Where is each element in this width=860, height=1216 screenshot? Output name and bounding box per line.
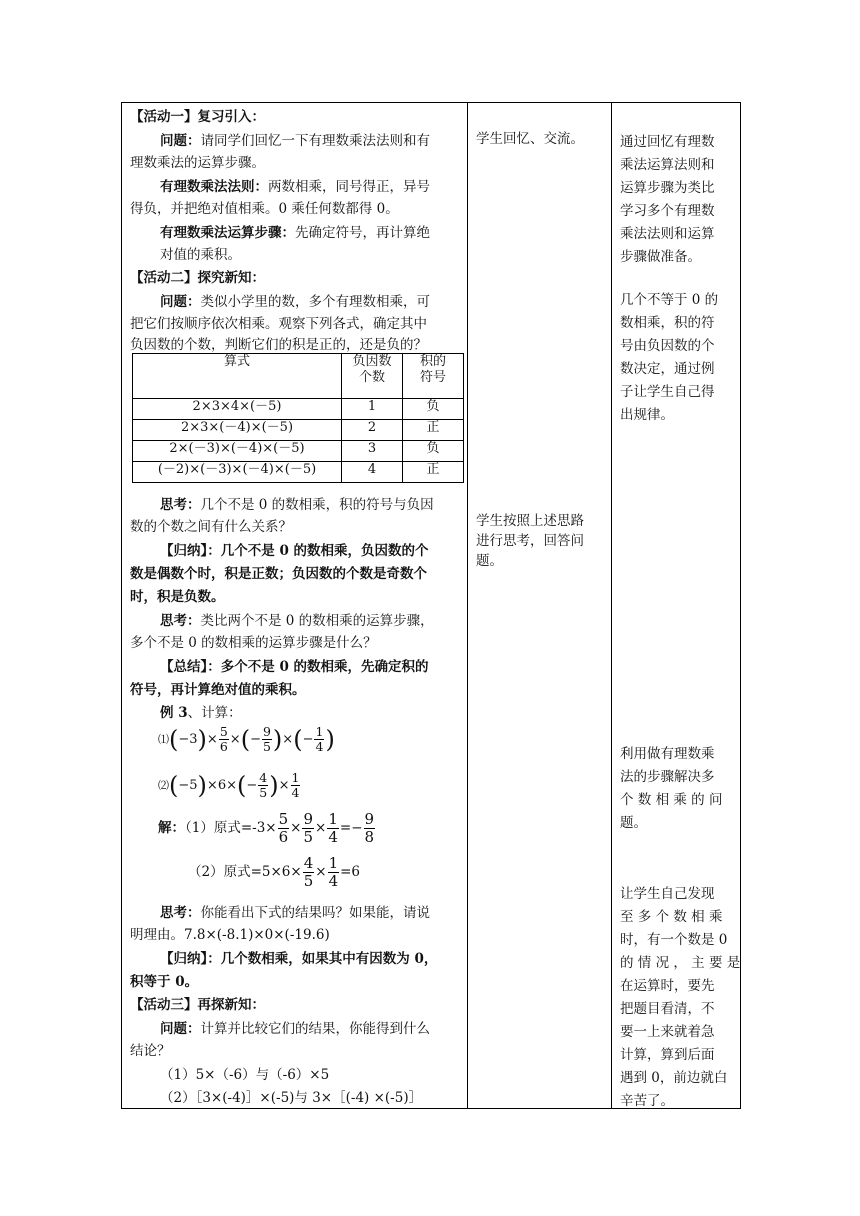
table-row: 2×3×4×(－5) 1 负 xyxy=(133,399,464,420)
activity1-steps: 有理数乘法运算步骤：先确定符号，再计算绝 xyxy=(160,225,430,241)
intent-line: 数相乘，积的符 xyxy=(620,315,715,331)
intent-line: 把题目看清，不 xyxy=(620,1001,715,1017)
think1-cont: 数的个数之间有什么关系？ xyxy=(130,519,292,535)
activity3-question: 问题：计算并比较它们的结果，你能得到什么 xyxy=(160,1021,430,1037)
example3-expr2: ⑵(−5)×6×(− $\frac{4}{5}$ )× $\frac{1}{4}$ xyxy=(158,770,300,800)
intent-line: 运算步骤为类比 xyxy=(620,180,715,196)
intent-line: 让学生自己发现 xyxy=(620,886,715,902)
student-text1: 学生回忆、交流。 xyxy=(476,131,584,147)
intent-line: 子让学生自己得 xyxy=(620,384,715,400)
lesson-plan-table xyxy=(121,102,741,1109)
intent-line: 在运算时，要先 xyxy=(620,978,715,994)
student-text2-cont2: 题。 xyxy=(476,553,503,569)
conclude1: 【归纳】：几个不是 0 的数相乘，负因数的个 xyxy=(160,543,429,559)
conclude1-cont2: 时，积是负数。 xyxy=(130,589,225,605)
sign-table-header-count: 负因数 个数 xyxy=(342,354,403,399)
intent-paragraph-1 xyxy=(620,131,715,269)
think3-cont: 明理由。7.8×(-8.1)×0×(-19.6) xyxy=(130,927,330,943)
example3-expr1: ⑴(−3)× $\frac{5}{6}$ ×(− $\frac{9}{5}$ )×(− $\frac{1}{4}$ ) xyxy=(158,724,335,754)
activity3-heading: 【活动三】再探新知： xyxy=(130,997,265,1013)
intent-line: 乘法运算法则和 xyxy=(620,157,715,173)
think3: 思考：你能看出下式的结果吗？如果能，请说 xyxy=(160,905,430,921)
intent-line: 通过回忆有理数 xyxy=(620,134,715,150)
intent-line: 学习多个有理数 xyxy=(620,203,715,219)
intent-paragraph-4 xyxy=(620,883,740,1113)
activity2-question-cont: 把它们按顺序依次相乘。观察下列各式，确定其中 xyxy=(130,316,427,332)
activity1-question: 问题：请同学们回忆一下有理数乘法法则和有 xyxy=(160,133,430,149)
sign-table xyxy=(132,353,464,483)
solution1: 解：（1）原式=-3× $\frac{5}{6}$ × $\frac{9}{5}$ × $\frac{1}{4}$ =− $\frac{9}{8}$ xyxy=(158,810,375,846)
activity2-question: 问题：类似小学里的数，多个有理数相乘，可 xyxy=(160,294,430,310)
student-text2-cont: 进行思考，回答问 xyxy=(476,533,584,549)
activity1-steps-cont: 对值的乘积。 xyxy=(160,247,241,263)
intent-line: 步骤做准备。 xyxy=(620,249,701,265)
student-activity-column xyxy=(468,103,612,1109)
intent-line: 数决定，通过例 xyxy=(620,361,715,377)
table-row: 2×3×(－4)×(－5) 2 正 xyxy=(133,420,464,441)
intent-line: 要一上来就着急 xyxy=(620,1024,715,1040)
table-row: 2×(－3)×(－4)×(－5) 3 负 xyxy=(133,441,464,462)
intent-line: 利用做有理数乘 xyxy=(620,746,715,762)
intent-line: 遇到 0，前边就白 xyxy=(620,1070,728,1086)
think2-cont: 多个不是 0 的数相乘的运算步骤是什么？ xyxy=(130,635,377,651)
activity1-rule: 有理数乘法法则：两数相乘，同号得正，异号 xyxy=(160,179,430,195)
intent-line: 辛苦了。 xyxy=(620,1093,674,1109)
intent-line: 计算，算到后面 xyxy=(620,1047,715,1063)
activity3-question-cont: 结论？ xyxy=(130,1043,171,1059)
intent-line: 号由负因数的个 xyxy=(620,338,715,354)
activity2-heading: 【活动二】探究新知： xyxy=(130,270,265,286)
intent-line: 个 数 相 乘 的 问 xyxy=(620,792,723,808)
sign-table-header-sign: 积的 符号 xyxy=(403,354,464,399)
conclude2-cont: 积等于 0。 xyxy=(130,974,199,990)
activity3-item2: （2）［3×(-4)］×(-5)与 3×［(-4) ×(-5)］ xyxy=(160,1090,423,1106)
activity1-rule-cont: 得负，并把绝对值相乘。0 乘任何数都得 0。 xyxy=(130,201,399,217)
intent-paragraph-3 xyxy=(620,743,722,835)
think1: 思考：几个不是 0 的数相乘，积的符号与负因 xyxy=(160,497,434,513)
activity1-heading: 【活动一】复习引入： xyxy=(130,109,265,125)
intent-line: 出规律。 xyxy=(620,407,674,423)
activity1-question-cont: 理数乘法的运算步骤。 xyxy=(130,155,265,171)
student-text2: 学生按照上述思路 xyxy=(476,513,584,529)
example3-label: 例 3、计算： xyxy=(160,705,242,721)
sign-table-header-expr: 算式 xyxy=(133,354,342,399)
intent-line: 题。 xyxy=(620,815,647,831)
conclude2: 【归纳】：几个数相乘，如果其中有因数为 0， xyxy=(160,951,438,967)
solution2: （2）原式=5×6× $\frac{4}{5}$ × $\frac{1}{4}$ =6 xyxy=(188,854,361,890)
intent-line: 乘法法则和运算 xyxy=(620,226,715,242)
intent-line: 至 多 个 数 相 乘 xyxy=(620,909,723,925)
table-row: (－2)×(－3)×(－4)×(－5) 4 正 xyxy=(133,462,464,483)
summary: 【总结】：多个不是 0 的数相乘，先确定积的 xyxy=(160,659,429,675)
activity-column xyxy=(122,103,468,1109)
conclude1-cont: 数是偶数个时，积是正数；负因数的个数是奇数个 xyxy=(130,566,427,582)
summary-cont: 符号，再计算绝对值的乘积。 xyxy=(130,682,306,698)
intent-line: 法的步骤解决多 xyxy=(620,769,715,785)
intent-line: 几个不等于 0 的 xyxy=(620,292,719,308)
activity3-item1: （1）5×（-6）与（-6）×5 xyxy=(160,1067,330,1083)
intent-line: 时，有一个数是 0 xyxy=(620,932,728,948)
intent-line: 的 情 况 ， 主 要 是 xyxy=(620,955,741,971)
intent-paragraph-2 xyxy=(620,289,718,427)
activity2-question-cont2: 负因数的个数，判断它们的积是正的，还是负的？ xyxy=(130,337,427,353)
think2: 思考：类比两个不是 0 的数相乘的运算步骤， xyxy=(160,613,434,629)
design-intent-column xyxy=(612,103,741,1109)
